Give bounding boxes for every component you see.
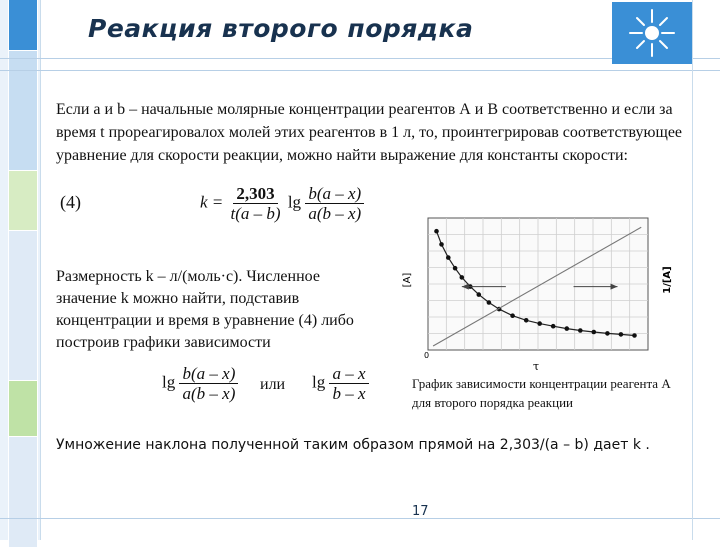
concentration-point [592, 330, 597, 335]
concentration-point [578, 328, 583, 333]
page-number: 17 [412, 504, 429, 519]
concentration-chart [396, 210, 686, 378]
left-decor-bar [0, 0, 41, 540]
dependency-denominator-1: a(b – x) [182, 384, 236, 403]
right-rule [692, 0, 693, 540]
intro-paragraph: Если a и b – начальные молярные концентрации реагентов А и В соответственно и если за время t прореагировалох молей этих реагентов в 1 л, то, проинтегрировав соответствующее уравнение для скорости реакции, можно найти выражение для константы скорости: [56, 101, 683, 164]
dependency-numerator-1: b(a – x) [179, 364, 238, 384]
dependency-denominator-2: b – x [332, 384, 366, 403]
concentration-point [605, 331, 610, 336]
log-denominator: a(b – x) [308, 204, 362, 223]
dependency-numerator-2: a – x [329, 364, 368, 384]
concentration-point [619, 332, 624, 337]
or-word: или [260, 376, 286, 393]
slide-title: Реакция второго порядка [88, 14, 474, 43]
dependency-fraction-1 [179, 364, 238, 403]
coefficient-fraction [228, 184, 284, 223]
dependency-fraction-2 [329, 364, 368, 403]
concentration-point [460, 275, 465, 280]
concentration-point [551, 324, 556, 329]
bottom-statement: Умножение наклона полученной таким образом прямой на 2,303/(a – b) дает k . [56, 437, 650, 453]
decor-tile [8, 170, 38, 232]
dependency-formula-1 [162, 364, 238, 403]
decor-tile [8, 380, 38, 438]
equation-number: (4) [60, 192, 81, 212]
header-rule [0, 70, 720, 71]
concentration-point [434, 229, 439, 234]
footer-rule [0, 518, 720, 519]
chart-caption: График зависимости концентрации реагента А для второго порядка реакции [412, 376, 671, 410]
concentration-point [453, 266, 458, 271]
log-numerator: b(a – x) [305, 184, 364, 204]
x-axis-label: τ [532, 360, 540, 373]
log-symbol: lg [162, 372, 176, 392]
decor-tile [8, 50, 38, 172]
log-symbol: lg [287, 192, 302, 212]
log-fraction [305, 184, 364, 223]
decor-tile [8, 0, 38, 52]
coefficient-denominator: t(a – b) [230, 204, 281, 223]
origin-label: 0 [424, 351, 430, 360]
concentration-point [524, 318, 529, 323]
concentration-point [632, 333, 637, 338]
rate-constant-formula [200, 184, 364, 223]
concentration-point [487, 300, 492, 305]
concentration-point [439, 242, 444, 247]
log-symbol: lg [312, 372, 326, 392]
decor-tile [8, 436, 38, 548]
concentration-point [477, 292, 482, 297]
coefficient-numerator: 2,303 [233, 184, 277, 204]
dependency-formula-2 [312, 364, 369, 403]
formula-lhs: k = [200, 192, 224, 212]
sparkle-icon [612, 2, 692, 64]
concentration-point [537, 321, 542, 326]
concentration-point [565, 326, 570, 331]
decor-tile [8, 230, 38, 382]
right-axis-label: 1/[A] [662, 266, 673, 294]
concentration-point [446, 255, 451, 260]
dimension-paragraph: Размерность k – л/(моль·с). Численное значение k можно найти, подставив концентрации и время в уравнение (4) либо построив графики зависимости [56, 268, 354, 351]
left-axis-label: [A] [402, 272, 413, 288]
concentration-point [510, 313, 515, 318]
